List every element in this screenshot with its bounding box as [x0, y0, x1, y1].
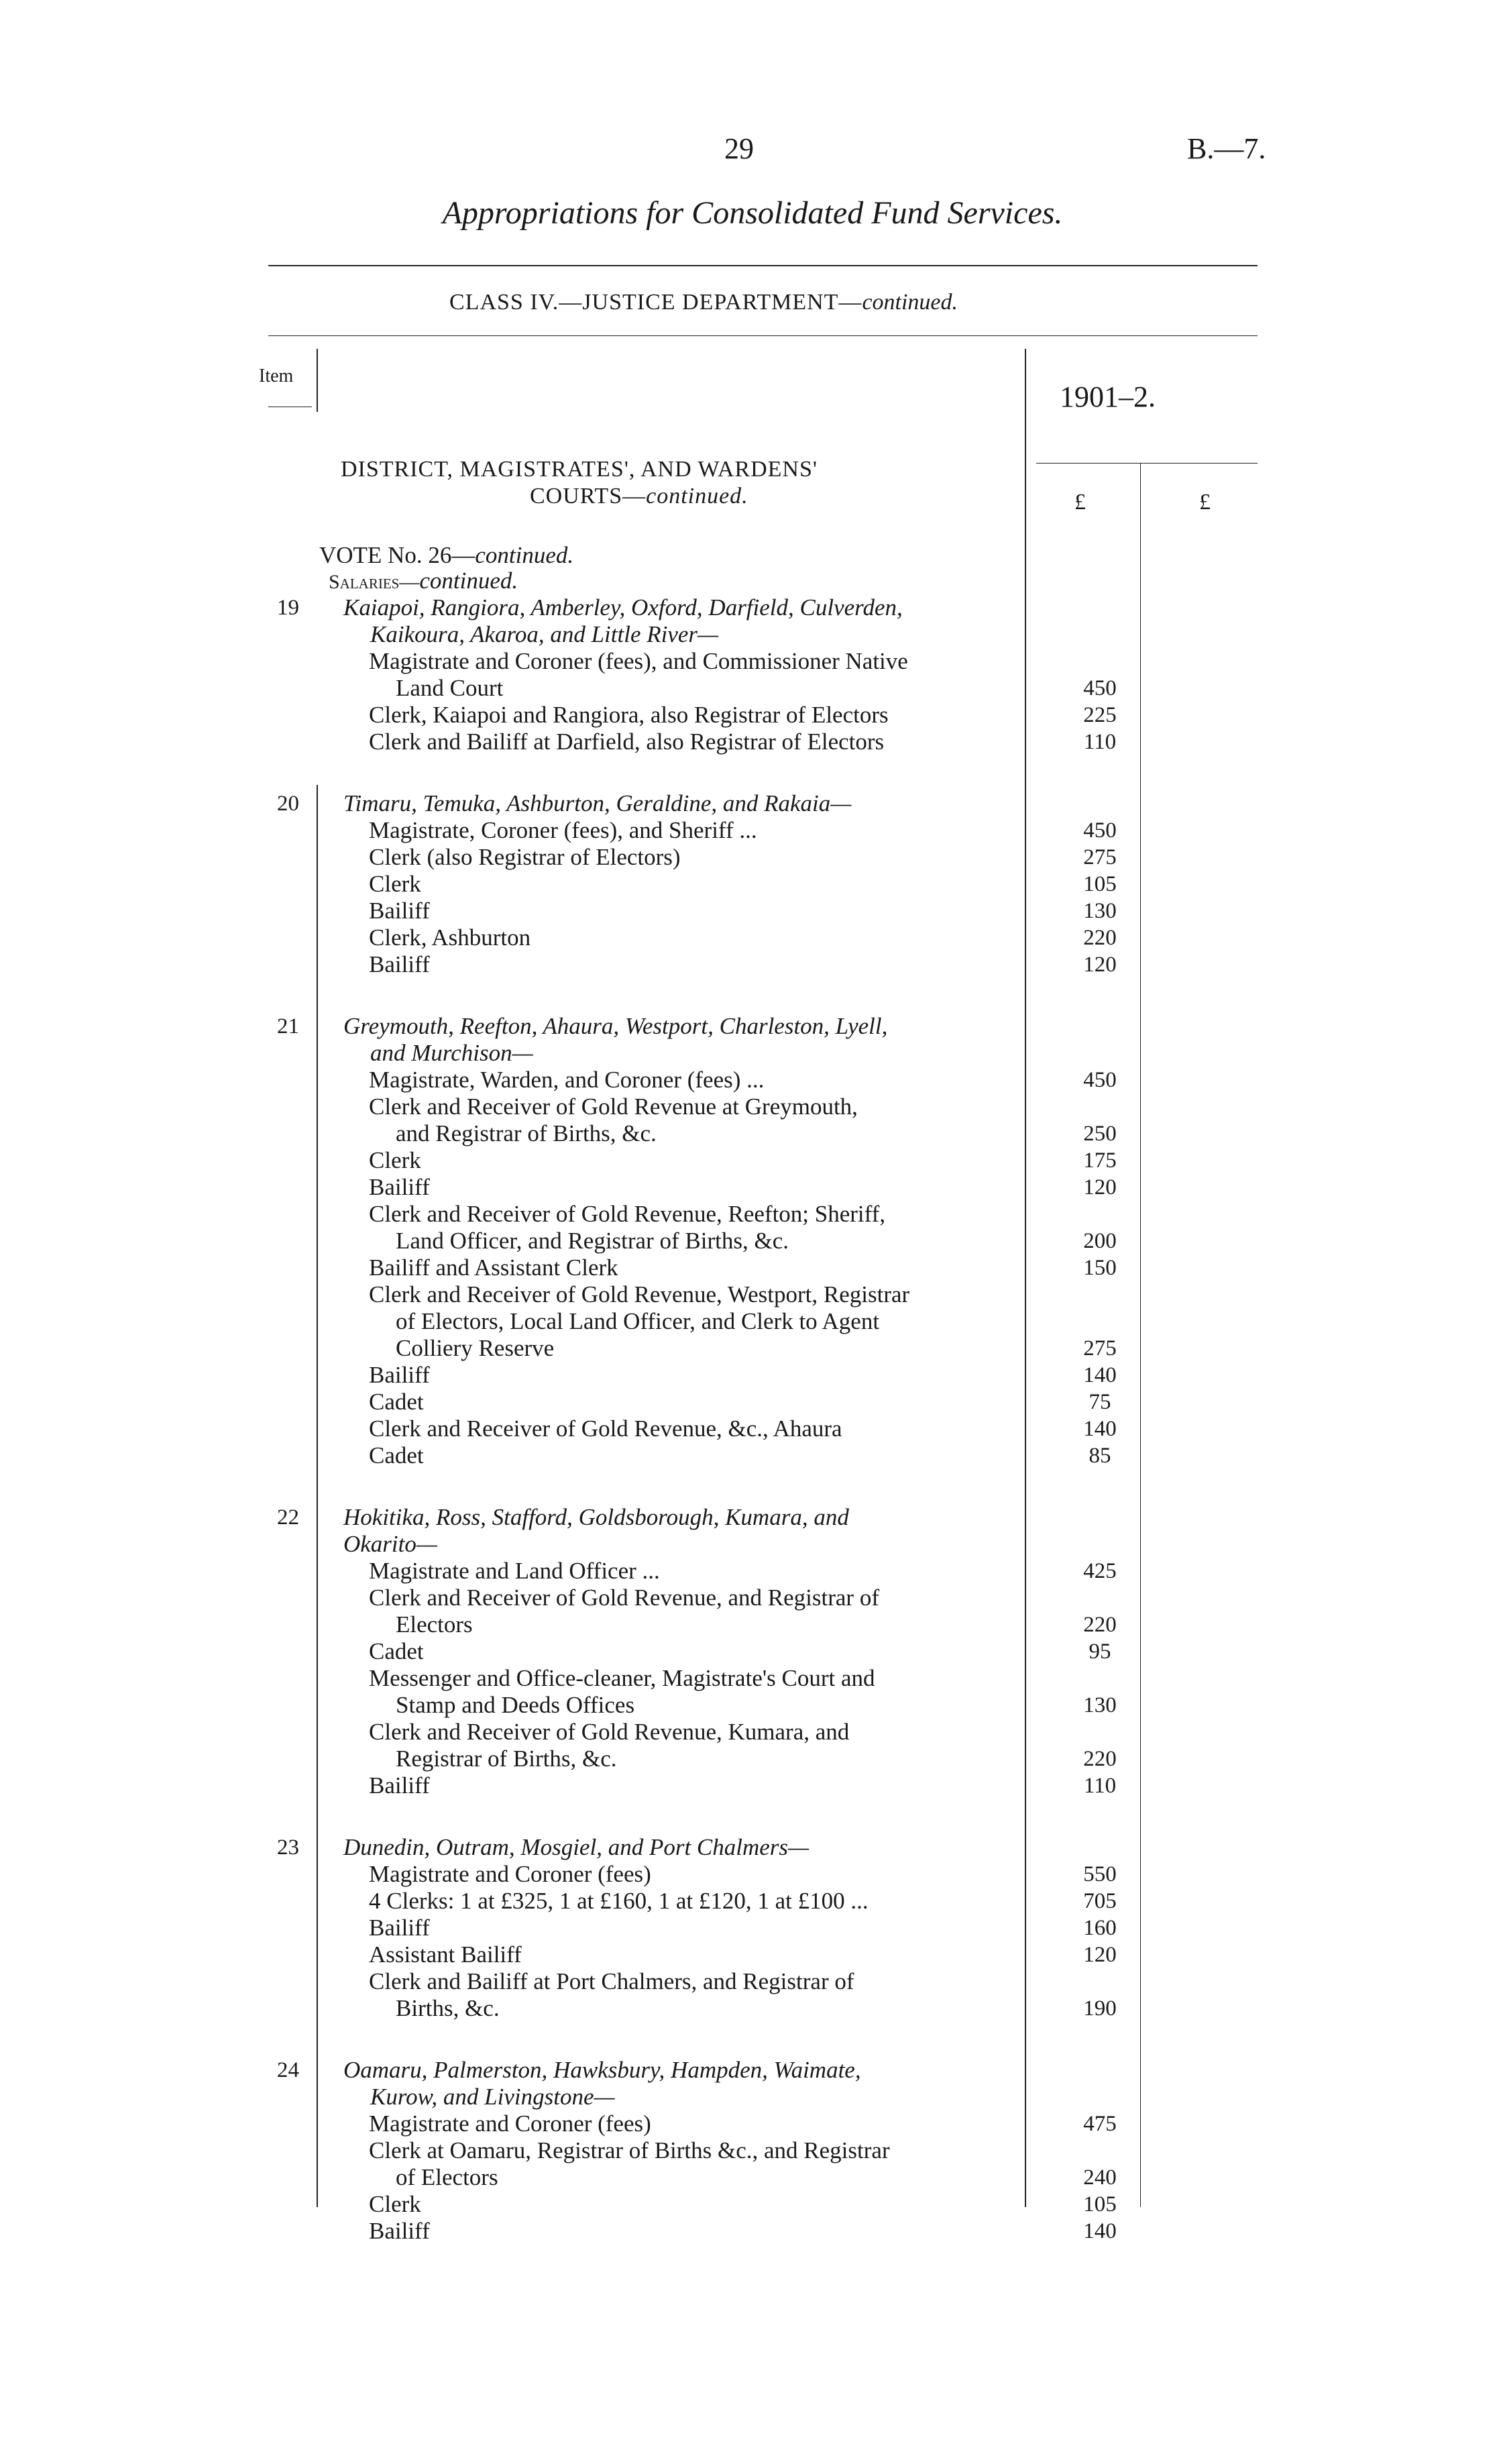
amount-value: 105 — [1083, 2192, 1117, 2216]
ledger-entry: Clerk at Oamaru, Registrar of Births &c., and Registrar — [369, 2137, 890, 2163]
amount-subcolumn-divider — [1140, 463, 1141, 2207]
amount-value: 95 — [1089, 1640, 1111, 1664]
ledger-entry: Bailiff — [369, 898, 430, 924]
item-column-header: Item — [259, 366, 294, 386]
ledger-entry: Magistrate and Coroner (fees), and Commissioner Native — [369, 648, 908, 674]
ledger-entry: Magistrate, Coroner (fees), and Sheriff ... — [369, 817, 757, 843]
amount-value: 140 — [1083, 1363, 1117, 1387]
ledger-entry: Bailiff — [369, 1772, 430, 1799]
amount-value: 450 — [1083, 1068, 1117, 1092]
ledger-entry: Magistrate, Warden, and Coroner (fees) ... — [369, 1067, 765, 1093]
amount-value: 220 — [1083, 1747, 1117, 1771]
ledger-entry: Cadet — [369, 1389, 424, 1415]
amount-value: 220 — [1083, 926, 1117, 950]
ledger-entry: Clerk and Receiver of Gold Revenue, Reefton; Sheriff, — [369, 1201, 886, 1227]
amount-value: 130 — [1083, 899, 1117, 923]
top-rule — [268, 265, 1258, 266]
table-head-rule — [268, 335, 1258, 336]
ledger-entry: Bailiff — [369, 951, 430, 977]
item-number: 21 — [277, 1014, 299, 1038]
ledger-entry: Clerk — [369, 2191, 421, 2217]
ledger-entry: Bailiff and Assistant Clerk — [369, 1254, 618, 1281]
amount-value: 160 — [1083, 1916, 1117, 1940]
item-number: 19 — [277, 596, 299, 620]
ledger-entry: Land Officer, and Registrar of Births, &c. — [396, 1228, 789, 1254]
district-heading: Kaikoura, Akaroa, and Little River— — [370, 621, 719, 647]
district-heading: Okarito— — [343, 1531, 437, 1557]
salaries-heading — [329, 568, 518, 596]
ledger-entry: Clerk and Receiver of Gold Revenue, Westport, Registrar — [369, 1281, 910, 1307]
amount-value: 85 — [1089, 1444, 1111, 1468]
salaries-label: Salaries— — [329, 571, 420, 593]
ledger-entry: Messenger and Office-cleaner, Magistrate's Court and — [369, 1665, 875, 1691]
ledger-entry: Stamp and Deeds Offices — [396, 1692, 635, 1718]
item-column-divider-lower — [317, 785, 318, 2207]
amount-column-divider — [1025, 349, 1026, 2207]
vote-label: VOTE No. 26— — [319, 542, 476, 568]
amount-value: 75 — [1089, 1390, 1111, 1414]
ledger-entry: of Electors, Local Land Officer, and Clerk to Agent — [396, 1308, 880, 1334]
year-header-underline — [1036, 463, 1258, 464]
district-heading: Hokitika, Ross, Stafford, Goldsborough, Kumara, and — [343, 1504, 849, 1530]
district-heading: Timaru, Temuka, Ashburton, Geraldine, and Rakaia— — [343, 790, 852, 816]
vote-heading — [319, 542, 573, 569]
ledger-entry: Assistant Bailiff — [369, 1941, 522, 1968]
district-heading: Dunedin, Outram, Mosgiel, and Port Chalmers— — [343, 1834, 810, 1860]
salaries-continued: continued. — [419, 568, 518, 594]
ledger-entry: Clerk, Kaiapoi and Rangiora, also Registrar of Electors — [369, 702, 889, 728]
amount-value: 130 — [1083, 1693, 1117, 1717]
section-heading-line1: DISTRICT, MAGISTRATES', AND WARDENS' — [341, 457, 818, 482]
item-number: 20 — [277, 792, 299, 816]
ledger-entry: Bailiff — [369, 1174, 430, 1200]
amount-value: 425 — [1083, 1559, 1117, 1583]
ledger-entry: Clerk and Receiver of Gold Revenue at Greymouth, — [369, 1093, 858, 1120]
amount-value: 275 — [1083, 1336, 1117, 1360]
amount-value: 190 — [1083, 1996, 1117, 2021]
section-heading — [341, 456, 818, 510]
vote-continued: continued. — [475, 542, 574, 568]
ledger-entry: Clerk and Bailiff at Port Chalmers, and Registrar of — [369, 1968, 854, 1994]
amount-value: 240 — [1083, 2165, 1117, 2190]
ledger-entry: Clerk, Ashburton — [369, 924, 531, 951]
amount-value: 450 — [1083, 818, 1117, 843]
ledger-entry: Cadet — [369, 1442, 424, 1468]
ledger-entry: Magistrate and Coroner (fees) — [369, 2110, 651, 2137]
amount-value: 140 — [1083, 2219, 1117, 2243]
amount-value: 110 — [1083, 730, 1117, 754]
document-code: B.—7. — [1187, 132, 1266, 165]
ledger-entry: Clerk and Bailiff at Darfield, also Registrar of Electors — [369, 729, 885, 755]
amount-value: 275 — [1083, 845, 1117, 869]
amount-value: 550 — [1083, 1862, 1117, 1886]
ledger-entry: and Registrar of Births, &c. — [396, 1120, 657, 1146]
amount-value: 220 — [1083, 1613, 1117, 1637]
ledger-entry: Clerk and Receiver of Gold Revenue, and Registrar of — [369, 1585, 879, 1611]
ledger-entry: Clerk — [369, 871, 421, 897]
section-heading-continued: continued. — [646, 484, 748, 508]
class-heading-main: CLASS IV.—JUSTICE DEPARTMENT— — [449, 290, 862, 315]
ledger-entry: Clerk and Receiver of Gold Revenue, Kumara, and — [369, 1719, 850, 1745]
currency-label-2: £ — [1199, 490, 1211, 515]
class-heading — [268, 290, 1258, 315]
ledger-entry: Magistrate and Coroner (fees) — [369, 1861, 651, 1887]
ledger-entry: Births, &c. — [396, 1995, 500, 2021]
amount-value: 450 — [1083, 676, 1117, 700]
amount-value: 200 — [1083, 1229, 1117, 1253]
ledger-entry: Clerk — [369, 1147, 421, 1173]
ledger-entry: Clerk (also Registrar of Electors) — [369, 844, 681, 870]
ledger-entry: Bailiff — [369, 2218, 430, 2244]
ledger-entry: 4 Clerks: 1 at £325, 1 at £160, 1 at £120, 1 at £100 ... — [369, 1888, 869, 1914]
ledger-entry: Cadet — [369, 1638, 424, 1664]
amount-value: 105 — [1083, 872, 1117, 896]
ledger-entry: Land Court — [396, 675, 504, 701]
amount-value: 120 — [1083, 1943, 1117, 1967]
ledger-entry: Registrar of Births, &c. — [396, 1746, 617, 1772]
ledger-entry: Clerk and Receiver of Gold Revenue, &c., Ahaura — [369, 1415, 842, 1442]
item-number: 23 — [277, 1835, 299, 1860]
currency-label-1: £ — [1074, 490, 1086, 515]
ledger-entry: of Electors — [396, 2164, 498, 2190]
amount-value: 175 — [1083, 1148, 1117, 1173]
amount-value: 225 — [1083, 703, 1117, 727]
ledger-entry: Colliery Reserve — [396, 1335, 555, 1361]
amount-value: 120 — [1083, 953, 1117, 977]
page-title: Appropriations for Consolidated Fund Services. — [442, 195, 1063, 231]
ledger-entry: Electors — [396, 1611, 473, 1638]
ledger-entry: Bailiff — [369, 1915, 430, 1941]
amount-value: 250 — [1083, 1122, 1117, 1146]
item-number: 24 — [277, 2058, 299, 2082]
district-heading: Kaiapoi, Rangiora, Amberley, Oxford, Darfield, Culverden, — [343, 594, 903, 621]
ledger-entry: Magistrate and Land Officer ... — [369, 1558, 660, 1584]
district-heading: Greymouth, Reefton, Ahaura, Westport, Charleston, Lyell, — [343, 1013, 888, 1039]
item-column-divider — [317, 349, 318, 412]
section-heading-courts: COURTS— — [530, 484, 647, 508]
item-number: 22 — [277, 1505, 299, 1530]
amount-value: 705 — [1083, 1889, 1117, 1913]
section-heading-line2 — [341, 483, 818, 510]
district-heading: Kurow, and Livingstone— — [370, 2084, 615, 2110]
amount-value: 140 — [1083, 1417, 1117, 1441]
amount-value: 150 — [1083, 1256, 1117, 1280]
ledger-entry: Bailiff — [369, 1362, 430, 1388]
amount-value: 475 — [1083, 2112, 1117, 2136]
amount-value: 120 — [1083, 1175, 1117, 1199]
district-heading: Oamaru, Palmerston, Hawksbury, Hampden, Waimate, — [343, 2057, 861, 2083]
class-heading-continued: continued. — [862, 290, 958, 315]
district-heading: and Murchison— — [370, 1040, 533, 1066]
amount-value: 110 — [1083, 1774, 1117, 1798]
page-number: 29 — [724, 132, 754, 165]
year-column-header: 1901–2. — [1060, 380, 1156, 413]
